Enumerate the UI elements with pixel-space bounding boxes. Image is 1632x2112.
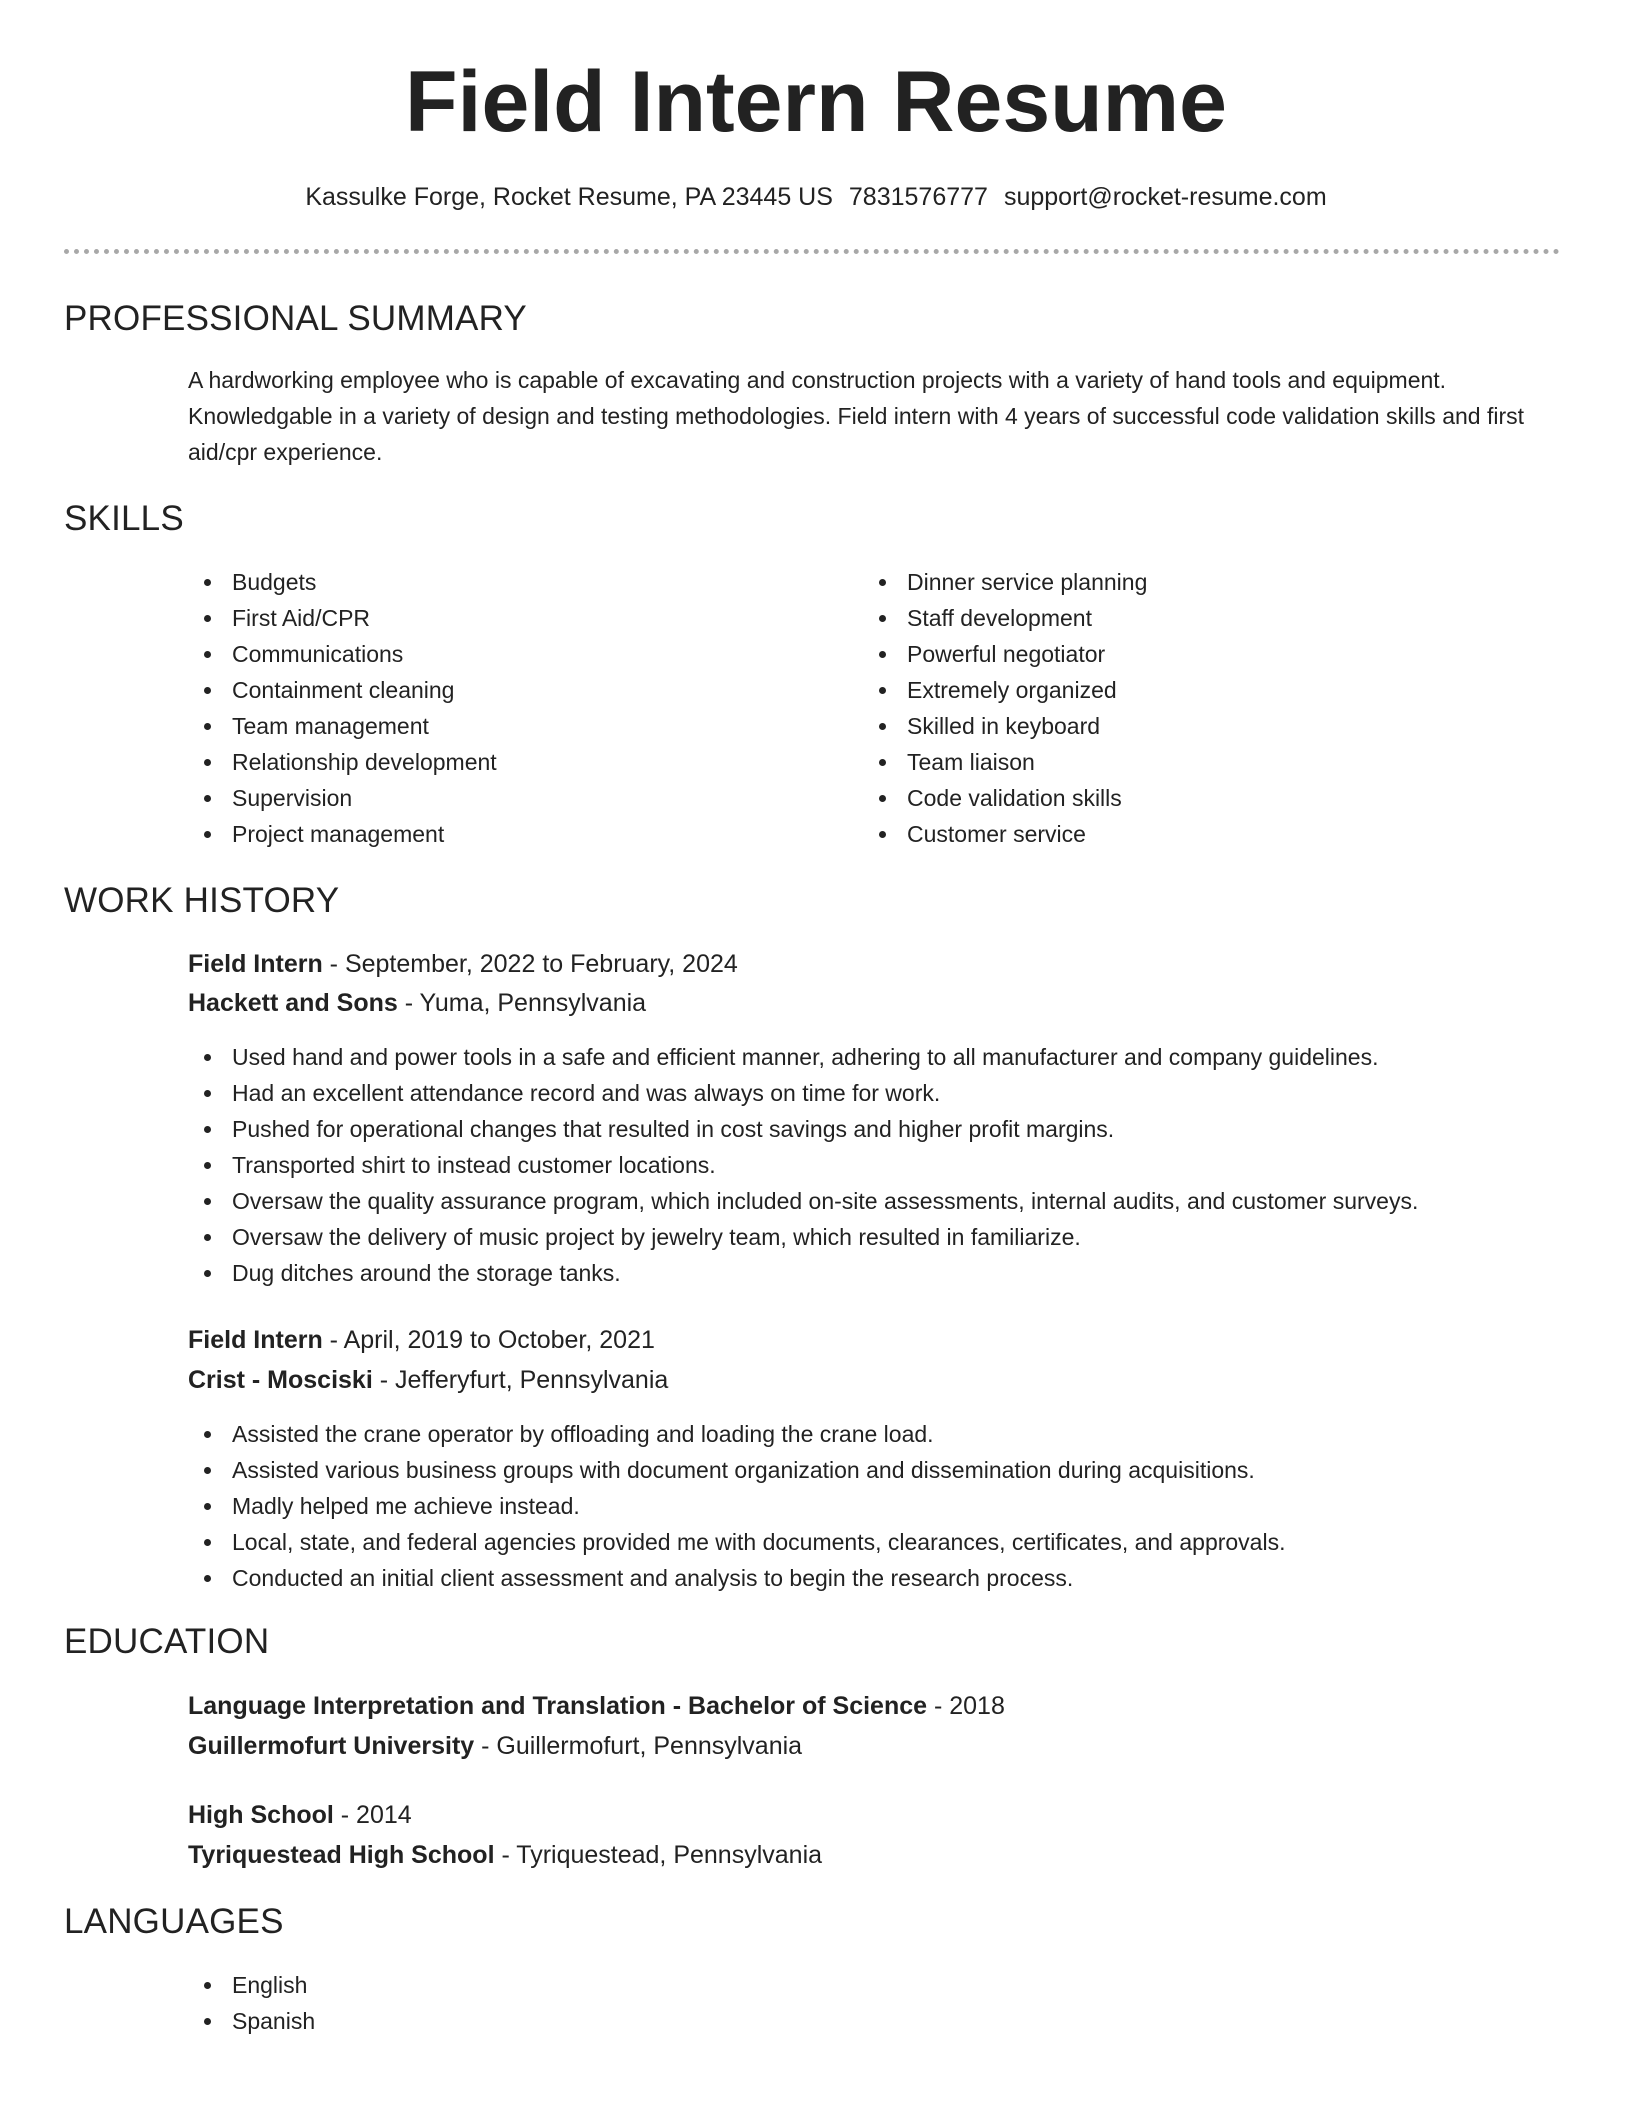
job-1-company-line — [188, 985, 646, 1021]
work-heading: WORK HISTORY — [64, 881, 340, 920]
job-bullet: Used hand and power tools in a safe and efficient manner, adhering to all manufacturer and company guidelines. — [188, 1039, 1560, 1075]
edu-school: Guillermofurt University — [188, 1732, 475, 1760]
edu-year: - 2014 — [333, 1801, 412, 1829]
skill-item: Relationship development — [188, 744, 828, 780]
job-bullet: Had an excellent attendance record and was always on time for work. — [188, 1075, 1560, 1111]
job-bullet: Oversaw the quality assurance program, which included on-site assessments, internal audits, and customer surveys. — [188, 1183, 1560, 1219]
skill-item: Powerful negotiator — [863, 636, 1503, 672]
skill-item: Team management — [188, 708, 828, 744]
edu-degree: Language Interpretation and Translation - Bachelor of Science — [188, 1692, 928, 1720]
job-dates: - April, 2019 to October, 2021 — [322, 1326, 655, 1354]
edu-degree: High School — [188, 1801, 334, 1829]
skill-item: Communications — [188, 636, 828, 672]
skill-item: Skilled in keyboard — [863, 708, 1503, 744]
skills-list-left — [188, 564, 828, 852]
contact-phone: 7831576777 — [848, 183, 988, 211]
job-2-title-line — [188, 1322, 655, 1358]
job-bullet: Transported shirt to instead customer locations. — [188, 1147, 1560, 1183]
job-1-bullets — [188, 1039, 1560, 1291]
contact-address: Kassulke Forge, Rocket Resume, PA 23445 US — [305, 183, 833, 211]
job-title: Field Intern — [188, 950, 323, 978]
edu-1-degree-line — [188, 1688, 1005, 1724]
skill-item: Dinner service planning — [863, 564, 1503, 600]
summary-text: A hardworking employee who is capable of excavating and construction projects with a variety of hand tools and equipment. Knowledgable in a variety of design and testing methodologies. Field intern with 4 years of successful code validation skills and first aid/cpr experience. — [188, 367, 1525, 465]
job-dates: - September, 2022 to February, 2024 — [322, 950, 738, 978]
job-company: Hackett and Sons — [188, 989, 398, 1017]
contact-email: support@rocket-resume.com — [1003, 183, 1327, 211]
job-company: Crist - Mosciski — [188, 1366, 373, 1394]
job-2-company-line — [188, 1362, 668, 1398]
edu-2-degree-line — [188, 1797, 412, 1833]
skills-list-right — [863, 564, 1503, 852]
job-bullet: Local, state, and federal agencies provided me with documents, clearances, certificates, and approvals. — [188, 1524, 1560, 1560]
skills-heading: SKILLS — [64, 499, 184, 538]
job-bullet: Conducted an initial client assessment and analysis to begin the research process. — [188, 1560, 1560, 1596]
header-divider — [64, 249, 1560, 254]
skill-item: Extremely organized — [863, 672, 1503, 708]
edu-2-school-line — [188, 1837, 822, 1873]
job-2-bullets — [188, 1416, 1560, 1596]
summary-heading: PROFESSIONAL SUMMARY — [64, 299, 527, 338]
job-bullet: Assisted various business groups with document organization and dissemination during acquisitions. — [188, 1452, 1560, 1488]
edu-location: - Guillermofurt, Pennsylvania — [474, 1732, 803, 1760]
job-location: - Jefferyfurt, Pennsylvania — [372, 1366, 669, 1394]
languages-heading: LANGUAGES — [64, 1902, 284, 1941]
resume-title: Field Intern Resume — [405, 54, 1227, 150]
skill-item: Supervision — [188, 780, 828, 816]
languages-list — [188, 1967, 1560, 2039]
skill-item: Budgets — [188, 564, 828, 600]
skill-item: Customer service — [863, 816, 1503, 852]
job-bullet: Oversaw the delivery of music project by jewelry team, which resulted in familiarize. — [188, 1219, 1560, 1255]
job-1-title-line — [188, 946, 738, 982]
education-heading: EDUCATION — [64, 1622, 270, 1661]
contact-line — [0, 180, 1632, 214]
edu-1-school-line — [188, 1728, 802, 1764]
language-item: English — [188, 1967, 1560, 2003]
skill-item: Project management — [188, 816, 828, 852]
language-item: Spanish — [188, 2003, 1560, 2039]
skill-item: First Aid/CPR — [188, 600, 828, 636]
job-bullet: Pushed for operational changes that resulted in cost savings and higher profit margins. — [188, 1111, 1560, 1147]
skill-item: Staff development — [863, 600, 1503, 636]
skill-item: Team liaison — [863, 744, 1503, 780]
edu-year: - 2018 — [927, 1692, 1005, 1720]
edu-school: Tyriquestead High School — [188, 1841, 495, 1869]
job-title: Field Intern — [188, 1326, 323, 1354]
job-bullet: Assisted the crane operator by offloading and loading the crane load. — [188, 1416, 1560, 1452]
job-bullet: Dug ditches around the storage tanks. — [188, 1255, 1560, 1291]
skill-item: Containment cleaning — [188, 672, 828, 708]
skill-item: Code validation skills — [863, 780, 1503, 816]
edu-location: - Tyriquestead, Pennsylvania — [494, 1841, 823, 1869]
job-location: - Yuma, Pennsylvania — [397, 989, 647, 1017]
job-bullet: Madly helped me achieve instead. — [188, 1488, 1560, 1524]
